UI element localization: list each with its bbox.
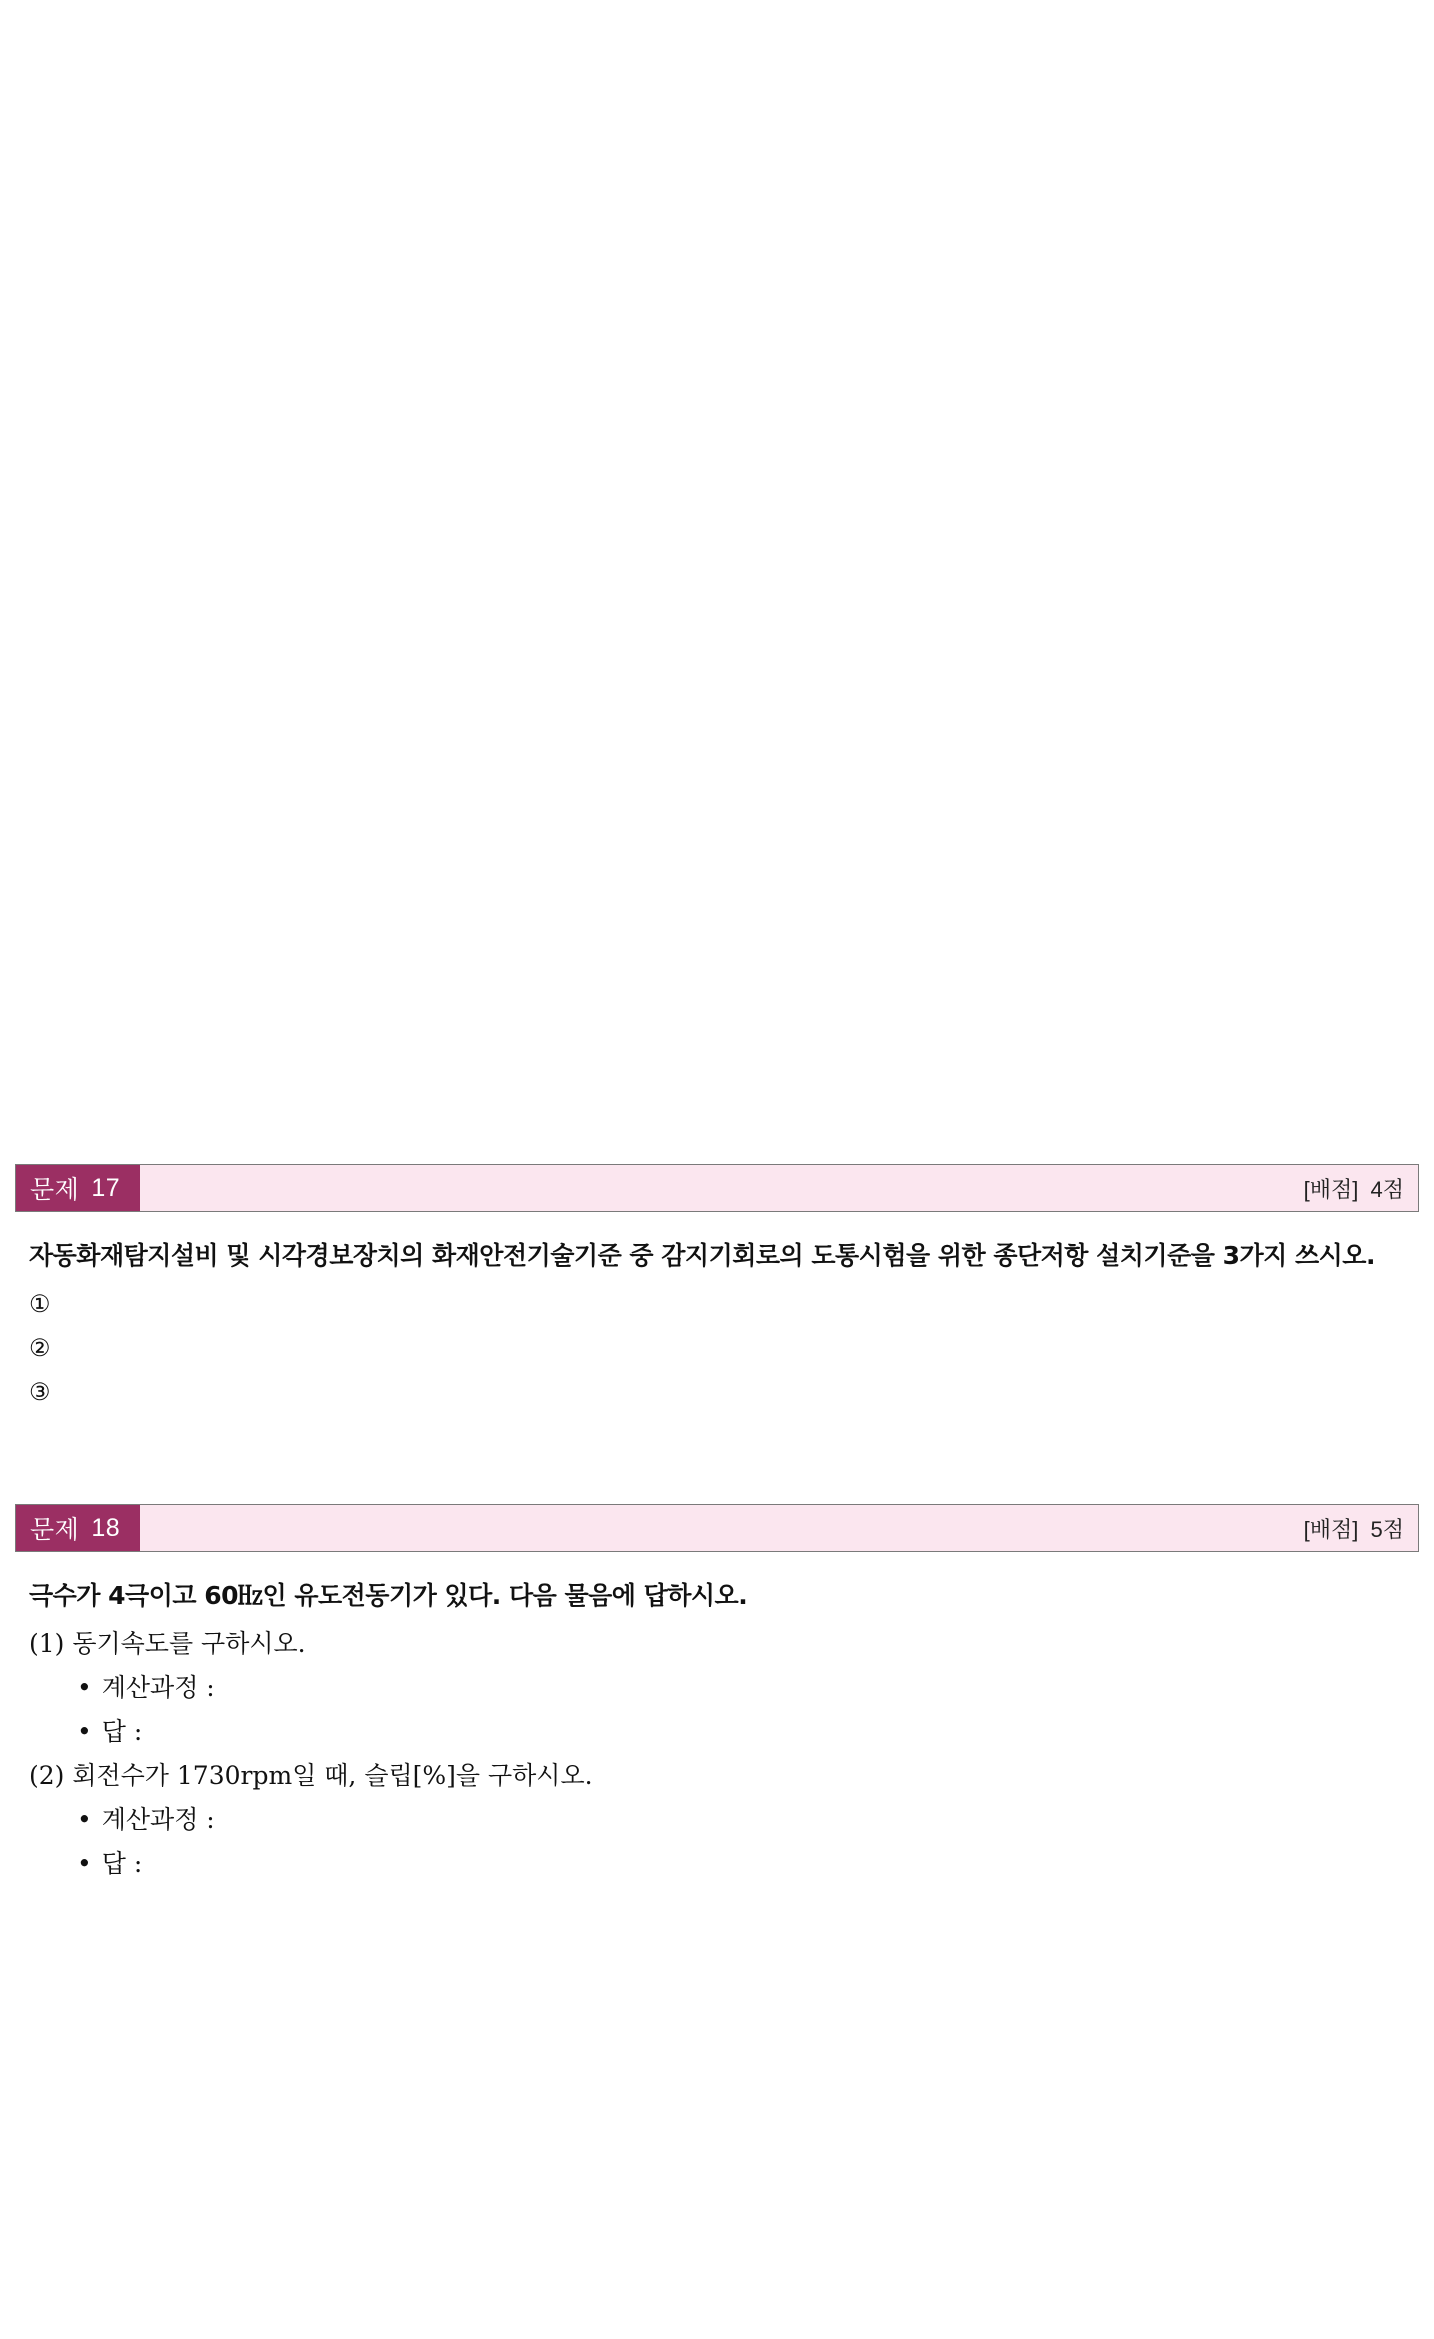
score-label: [배점] xyxy=(1303,1516,1359,1542)
score-label: [배점] xyxy=(1303,1176,1359,1202)
answer-marker-1: ① xyxy=(29,1290,51,1318)
answer-marker-2: ② xyxy=(29,1334,51,1362)
score-info xyxy=(1304,1513,1404,1544)
bullet-icon: • xyxy=(77,1673,92,1702)
bullet-icon: • xyxy=(77,1717,92,1746)
problem-label: 문제 xyxy=(30,1176,80,1204)
question-text: 자동화재탐지설비 및 시각경보장치의 화재안전기술기준 중 감지기회로의 도통시험을 위한 종단저항 설치기준을 3가지 쓰시오. xyxy=(29,1241,1375,1270)
sub-question-2: (2) 회전수가 1730rpm일 때, 슬립[%]을 구하시오. xyxy=(29,1761,593,1790)
sub-question-1: (1) 동기속도를 구하시오. xyxy=(29,1629,306,1658)
problem-header xyxy=(15,1164,1419,1212)
calc-line xyxy=(77,1798,1419,1842)
problem-number: 18 xyxy=(91,1513,121,1542)
answer-list xyxy=(15,1282,1419,1414)
answer-label: 답 : xyxy=(101,1849,143,1878)
problem-number: 17 xyxy=(91,1173,121,1202)
problem-18 xyxy=(15,1504,1419,1886)
score-value: 4점 xyxy=(1370,1176,1404,1202)
answer-line xyxy=(77,1842,1419,1886)
calc-line xyxy=(77,1666,1419,1710)
calc-label: 계산과정 : xyxy=(101,1805,215,1834)
score-info xyxy=(1304,1173,1404,1204)
problem-number-tag xyxy=(16,1505,140,1551)
answer-line xyxy=(77,1710,1419,1754)
problem-header xyxy=(15,1504,1419,1552)
answer-marker-3: ③ xyxy=(29,1378,51,1406)
problem-label: 문제 xyxy=(30,1516,80,1544)
problem-17 xyxy=(15,1164,1419,1414)
bullet-icon: • xyxy=(77,1805,92,1834)
problem-number-tag xyxy=(16,1165,140,1211)
score-value: 5점 xyxy=(1370,1516,1404,1542)
calc-label: 계산과정 : xyxy=(101,1673,215,1702)
bullet-icon: • xyxy=(77,1849,92,1878)
answer-label: 답 : xyxy=(101,1717,143,1746)
question-text: 극수가 4극이고 60㎐인 유도전동기가 있다. 다음 물음에 답하시오. xyxy=(29,1581,748,1610)
